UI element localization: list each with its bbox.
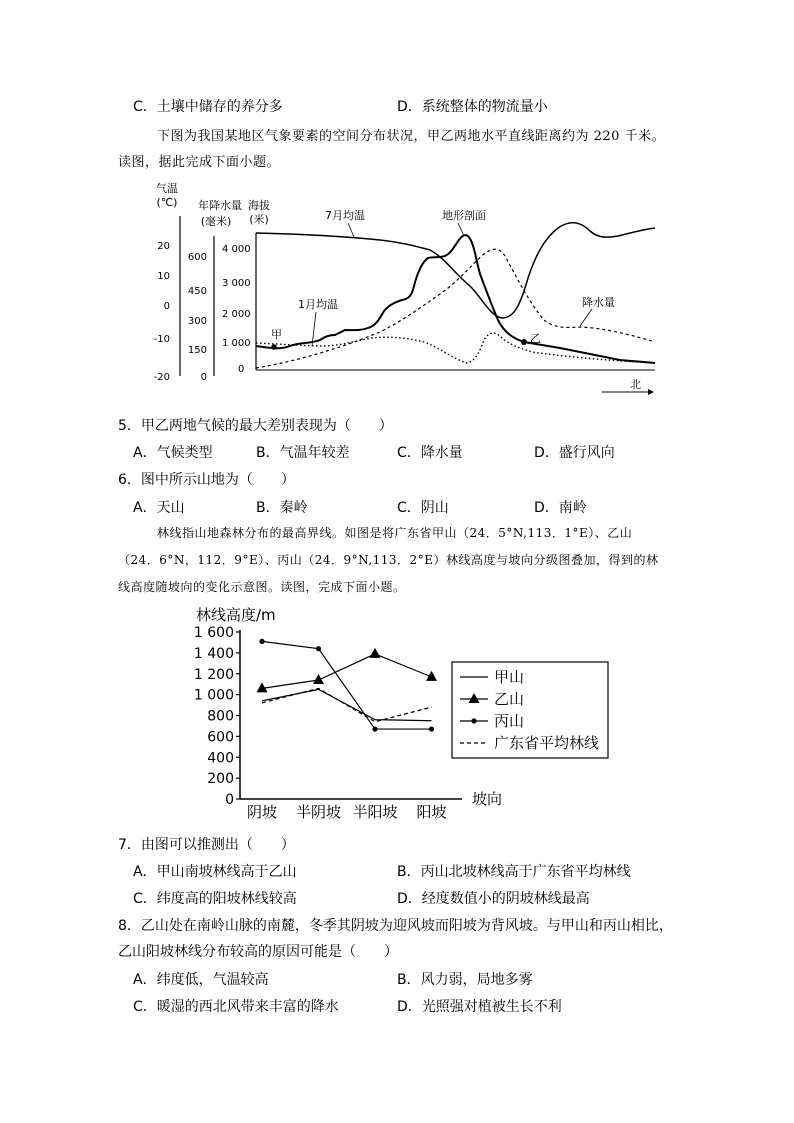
intro1-line1: 下图为我国某地区气象要素的空间分布状况，甲乙两地水平直线距离约为 220 千米。 [157,129,666,144]
precip-tick: 600 [187,252,207,263]
y-tick-label: 800 [207,708,234,725]
label-july-temp: 7月均温 [325,209,365,222]
q5-option-b[interactable]: B．气温年较差 [256,445,350,461]
alt-tick: 2 000 [222,309,251,320]
y-tick-label: 1 200 [193,666,234,683]
series-marker [313,674,324,684]
temp-tick: -20 [153,372,170,383]
x-tick-label: 半阴坡 [295,803,342,821]
alt-tick: 3 000 [222,278,251,289]
treeline-chart [190,602,630,824]
intro1-line2: 读图，据此完成下面小题。 [118,155,281,170]
q5-option-c[interactable]: C．降水量 [397,445,463,461]
x-tick-label: 半阳坡 [352,803,398,821]
y-tick-label: 400 [207,750,234,767]
q6-option-c[interactable]: C．阴山 [397,500,449,516]
legend-marker [471,718,476,723]
precip-tick: 0 [200,372,207,383]
x-tick-label: 阴坡 [246,803,278,821]
label-jia: 甲 [271,328,282,341]
temp-tick: 20 [157,241,170,252]
label-january-temp: 1月均温 [298,298,338,311]
temp-tick: -10 [153,334,170,345]
legend-label: 甲山 [494,668,525,686]
q8-stem-line2: 乙山阳坡林线分布较高的原因可能是（ ） [118,944,398,960]
point-jia [271,344,277,350]
y-tick-label: 1 000 [193,687,234,704]
label-precipitation: 降水量 [582,296,615,309]
alt-axis-title: 海拔 [248,199,270,212]
precip-tick: 450 [187,286,207,297]
precip-tick: 300 [187,316,207,327]
series-marker [259,639,264,644]
q8-stem-line1: 8．乙山处在南岭山脉的南麓，冬季其阴坡为迎风坡而阳坡为背风坡。与甲山和丙山相比， [118,918,673,934]
q6-option-a[interactable]: A．天山 [133,500,185,516]
precip-axis-unit: (毫米) [200,215,232,228]
q7-option-c[interactable]: C．纬度高的阳坡林线较高 [133,891,297,907]
y-tick-label: 1 600 [193,625,234,641]
q7-option-b[interactable]: B．丙山北坡林线高于广东省平均林线 [397,864,631,880]
intro2-line3: 线高度随坡向的变化示意图。读图，完成下面小题。 [118,580,406,594]
north-arrowhead [648,389,654,395]
label-north: 北 [630,378,641,391]
q8-option-c[interactable]: C．暖湿的西北风带来丰富的降水 [133,999,339,1015]
label-yi: 乙 [530,332,541,345]
q7-stem: 7．由图可以推测出（ ） [118,837,295,853]
q6-option-b[interactable]: B．秦岭 [256,500,308,516]
legend-label: 乙山 [494,690,525,708]
q7-option-d[interactable]: D．经度数值小的阴坡林线最高 [397,891,590,907]
temp-axis-title: 气温 [156,182,178,195]
q5-option-a[interactable]: A．气候类型 [133,445,213,461]
q5-option-d[interactable]: D．盛行风向 [534,445,615,461]
legend-label: 丙山 [494,712,525,730]
q5-stem: 5．甲乙两地气候的最大差别表现为（ ） [118,418,393,434]
precip-axis-title: 年降水量 [198,199,242,212]
q6-stem: 6．图中所示山地为（ ） [118,472,295,488]
january-temp-line [256,333,655,363]
option-c-prev: C．土壤中储存的养分多 [133,99,283,115]
series-line [262,688,432,721]
option-d-prev: D．系统整体的物流量小 [397,99,548,115]
alt-tick: 1 000 [222,338,251,349]
y-tick-label: 0 [225,792,234,808]
label-terrain-profile: 地形剖面 [442,209,486,222]
q8-option-b[interactable]: B．风力弱，局地多雾 [397,972,533,988]
alt-tick: 4 000 [222,244,251,255]
series-marker [372,726,377,731]
q7-option-a[interactable]: A．甲山南坡林线高于乙山 [133,864,297,880]
series-line [262,654,432,688]
legend-label: 广东省平均林线 [494,734,600,752]
point-yi [521,339,527,345]
x-tick-label: 阳坡 [416,803,447,821]
q8-option-a[interactable]: A．纬度低，气温较高 [133,972,269,988]
q8-option-d[interactable]: D．光照强对植被生长不利 [397,999,562,1015]
q6-option-d[interactable]: D．南岭 [534,500,587,516]
series-marker [370,648,381,658]
precip-tick: 150 [187,345,207,356]
intro2-line1: 林线指山地森林分布的最高界线。如图是将广东省甲山（24．5°N,113．1°E）、乙山 [157,526,633,540]
y-tick-label: 200 [207,771,234,788]
climate-profile-figure [140,178,670,400]
alt-axis-unit: (米) [249,213,269,226]
series-marker [429,726,434,731]
alt-tick: 0 [238,364,245,375]
y-tick-label: 600 [207,729,234,746]
temp-tick: 0 [163,301,170,312]
chart-xlabel: 坡向 [472,790,503,808]
chart-ylabel: 林线高度/m [196,606,276,624]
series-line [262,641,432,729]
y-tick-label: 1 400 [193,645,234,662]
temp-axis-unit: (℃) [156,196,178,209]
temp-tick: 10 [157,271,170,282]
intro2-line2: （24．6°N，112．9°E）、丙山（24．9°N,113．2°E）林线高度与坡向分级图叠加，得到的林 [118,553,659,567]
series-marker [316,646,321,651]
